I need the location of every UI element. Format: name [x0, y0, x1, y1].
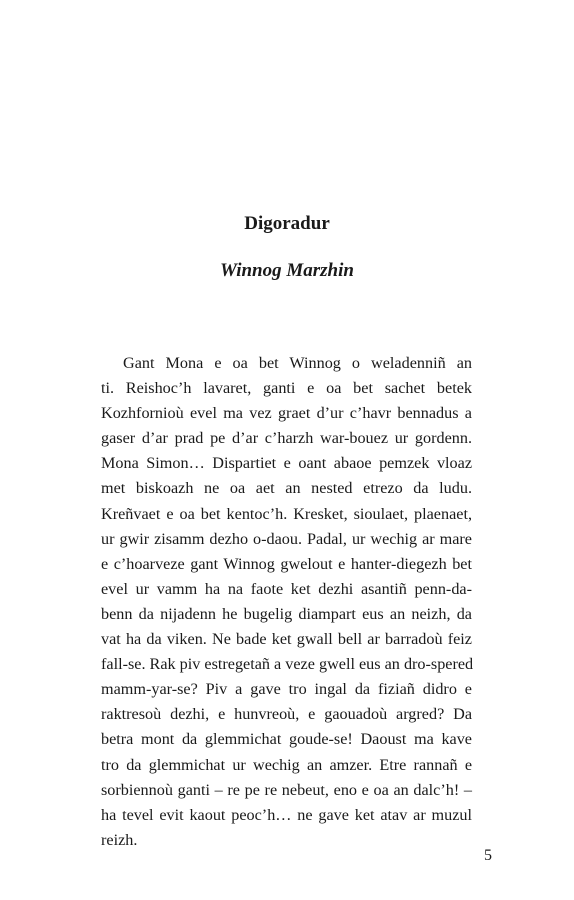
text-line: ti. Reishoc’h lavaret, ganti e oa bet sachet betek — [101, 379, 472, 398]
text-line: fall-se. Rak piv estregetañ a veze gwell eus an dro-spered — [101, 655, 474, 674]
text-line: betra mont da glemmichat goude-se! Daoust ma kave — [101, 730, 472, 749]
chapter-title: Digoradur — [244, 213, 330, 234]
text-line: Kozhfornioù evel ma vez graet d’ur c’havr bennadus a — [101, 404, 472, 423]
page-number: 5 — [484, 847, 492, 864]
text-line: raktresoù dezhi, e hunvreoù, e gaouadoù argred? Da — [101, 705, 472, 724]
text-line: benn da nijadenn he bugelig diampart eus an neizh, da — [101, 604, 472, 623]
text-line: sorbiennoù ganti – re pe re nebeut, eno e oa an dalc’h! – — [101, 780, 472, 799]
text-line: mamm-yar-se? Piv a gave tro ingal da fiziañ didro e — [101, 680, 472, 699]
text-line: Gant Mona e oa bet Winnog o weladenniñ an — [123, 354, 472, 372]
text-line: reizh. — [101, 830, 138, 849]
text-line: e c’hoarveze gant Winnog gwelout e hanter-diegezh bet — [101, 554, 472, 573]
chapter-subtitle: Winnog Marzhin — [220, 260, 354, 281]
text-line: Kreñvaet e oa bet kentoc’h. Kresket, sioulaet, plaenaet, — [101, 504, 472, 523]
text-line: ha tevel evit kaout peoc’h… ne gave ket atav ar muzul — [101, 805, 472, 824]
body-paragraph — [101, 351, 472, 853]
text-line: tro da glemmichat ur wechig an amzer. Etre rannañ e — [101, 755, 472, 774]
text-line: Mona Simon… Dispartiet e oant abaoe pemzek vloaz — [101, 454, 472, 473]
text-line: vat ha da viken. Ne bade ket gwall bell ar barradoù feiz — [101, 630, 472, 649]
text-line: met biskoazh ne oa aet an nested etrezo da ludu. — [101, 479, 472, 498]
text-line: evel ur vamm ha na faote ket dezhi asantiñ penn-da- — [101, 579, 472, 598]
text-line: gaser d’ar prad pe d’ar c’harzh war-bouez ur gordenn. — [101, 429, 472, 448]
text-line: ur gwir zisamm dezho o-daou. Padal, ur wechig ar mare — [101, 529, 472, 548]
